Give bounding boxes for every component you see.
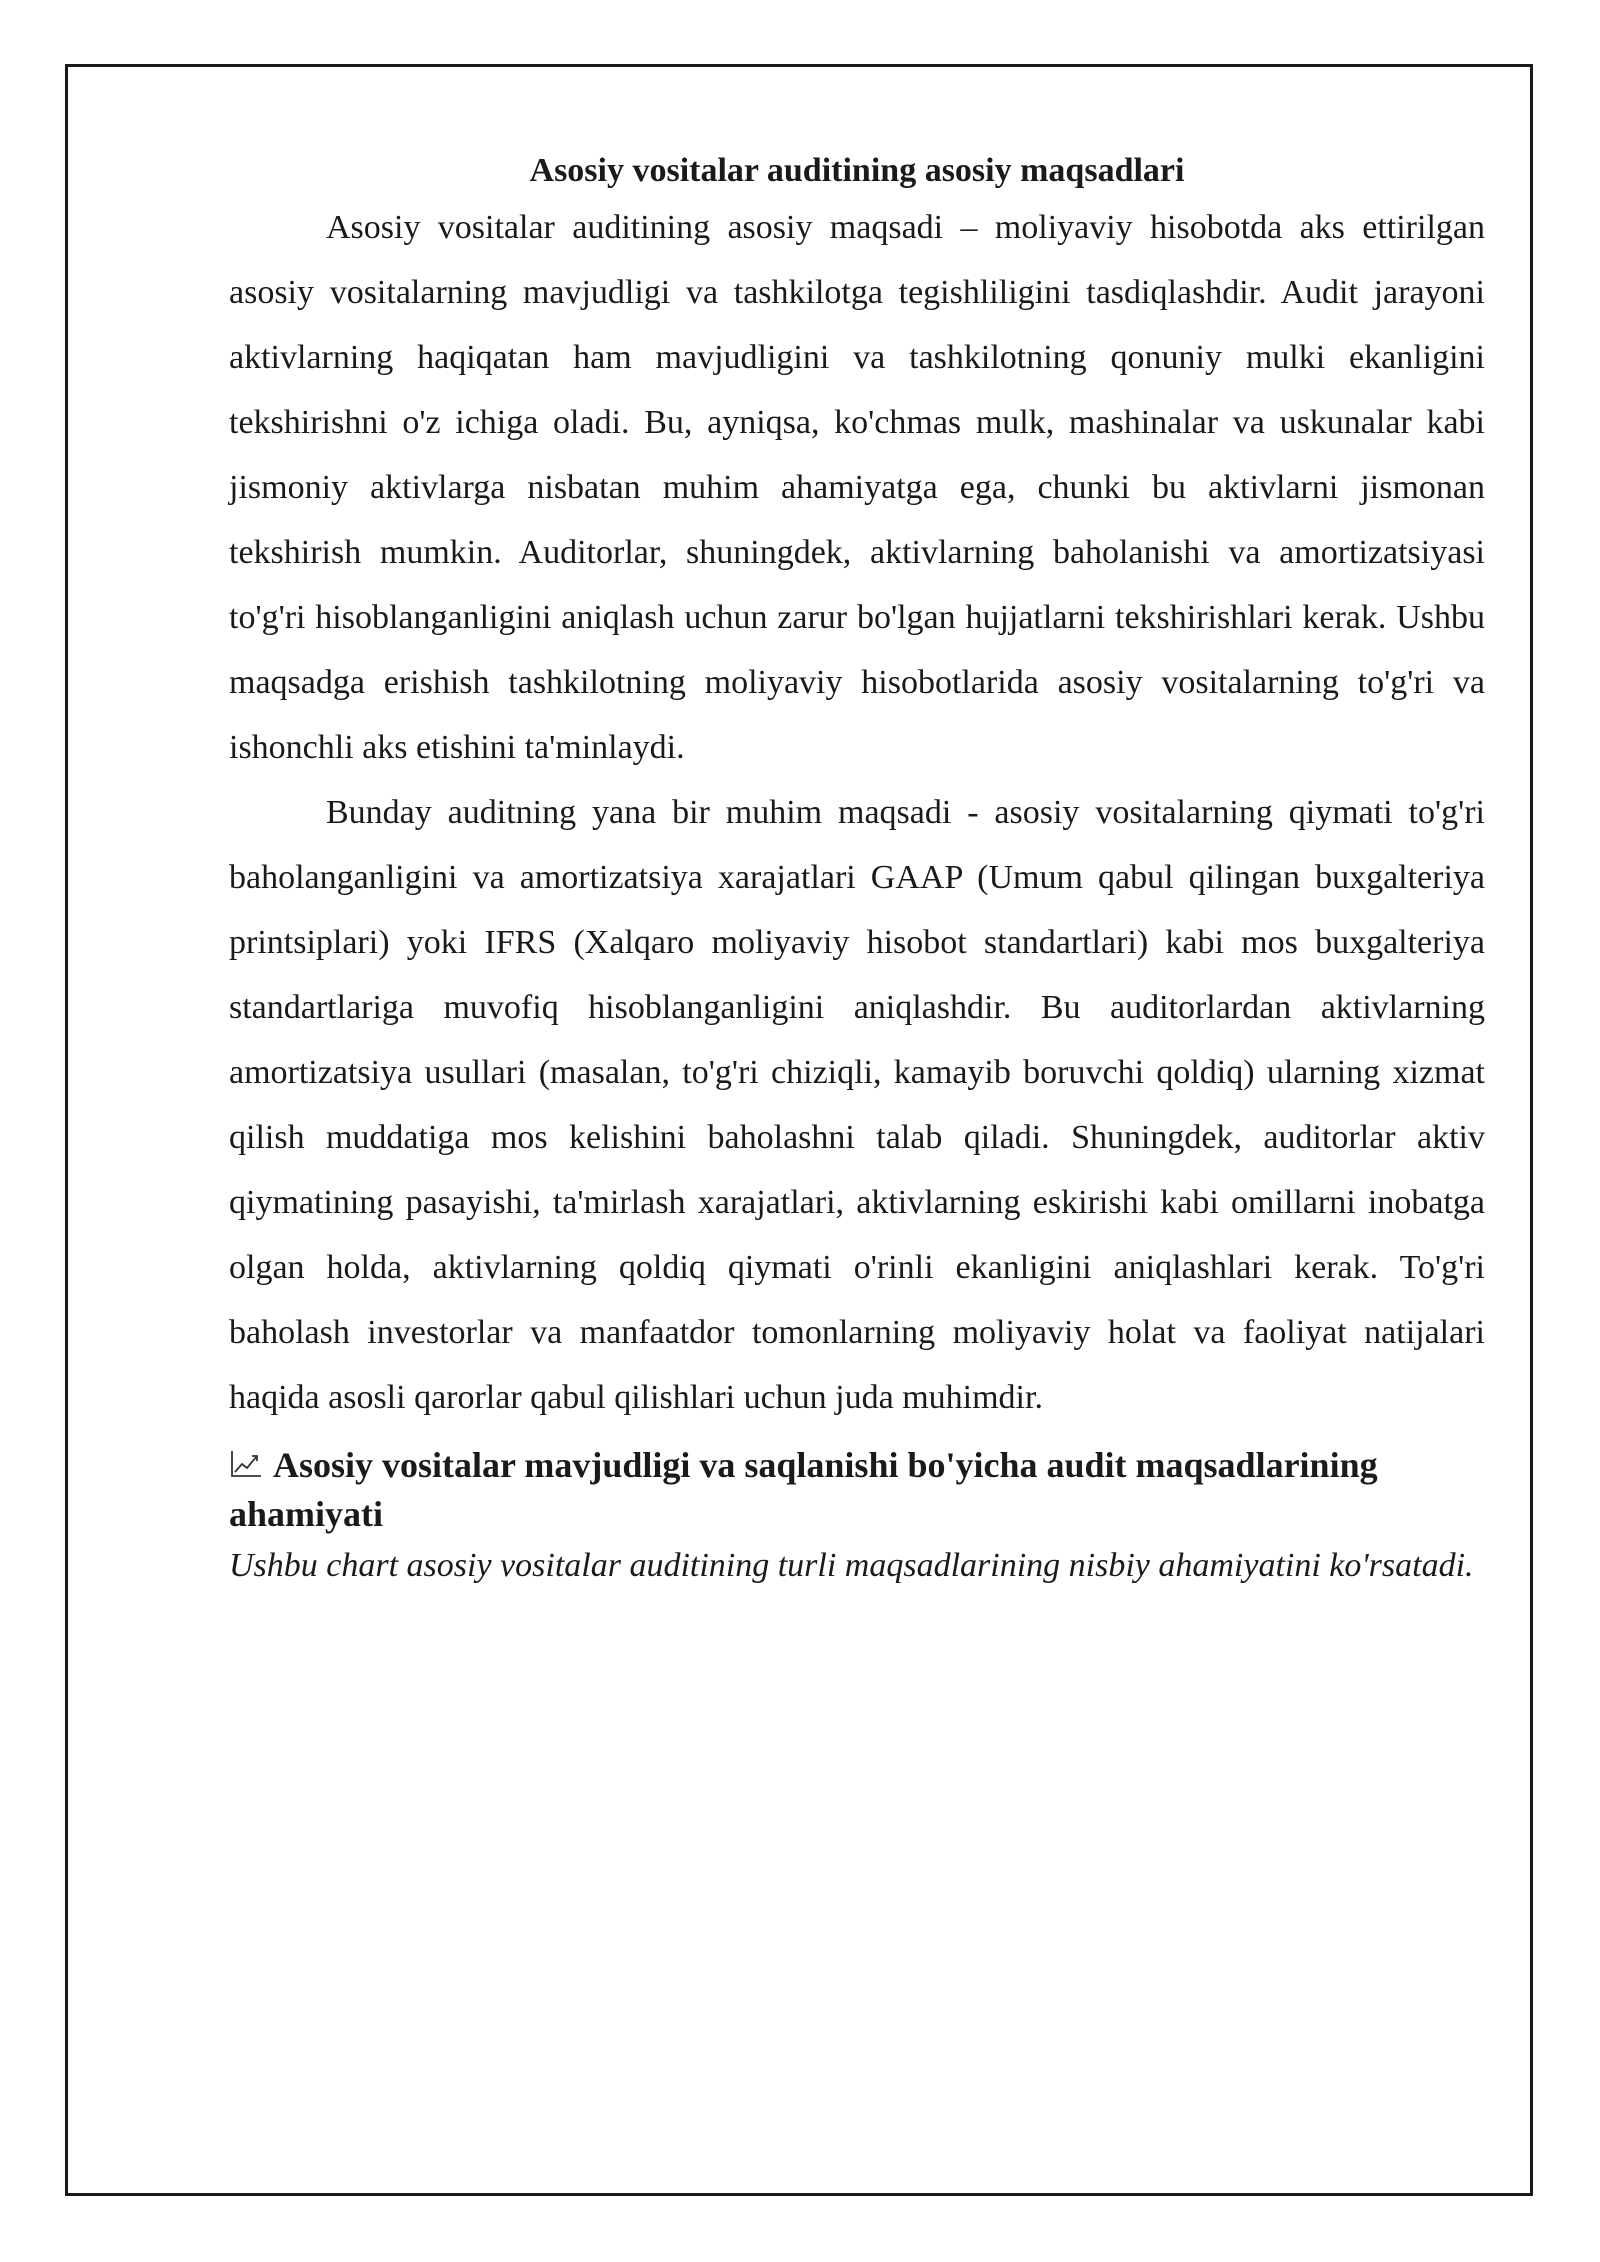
chart-section xyxy=(229,1441,1485,1591)
chart-heading xyxy=(229,1441,1485,1539)
document-body xyxy=(229,147,1485,1591)
chart-heading-text: Asosiy vositalar mavjudligi va saqlanishi bo'yicha audit maqsadlarining ahamiyati xyxy=(229,1445,1378,1534)
paragraph-1: Asosiy vositalar auditining asosiy maqsadi – moliyaviy hisobotda aks ettirilgan asosiy vositalarning mavjudligi va tashkilotga tegishliligini tasdiqlashdir. Audit jarayoni aktivlarning haqiqatan ham mavjudligini va tashkilotning qonuniy mulki ekanligini tekshirishni o'z ichiga oladi. Bu, ayniqsa, ko'chmas mulk, mashinalar va uskunalar kabi jismoniy aktivlarga nisbatan muhim ahamiyatga ega, chunki bu aktivlarni jismonan tekshirish mumkin. Auditorlar, shuningdek, aktivlarning baholanishi va amortizatsiyasi to'g'ri hisoblanganligini aniqlash uchun zarur bo'lgan hujjatlarni tekshirishlari kerak. Ushbu maqsadga erishish tashkilotning moliyaviy hisobotlarida asosiy vositalarning to'g'ri va ishonchli aks etishini ta'minlaydi. xyxy=(229,209,1485,766)
chart-caption: Ushbu chart asosiy vositalar auditining turli maqsadlarining nisbiy ahamiyatini ko'rsatadi. xyxy=(229,1547,1474,1584)
paragraph-2: Bunday auditning yana bir muhim maqsadi - asosiy vositalarning qiymati to'g'ri baholanganligini va amortizatsiya xarajatlari GAAP (Umum qabul qilingan buxgalteriya printsiplari) yoki IFRS (Xalqaro moliyaviy hisobot standartlari) kabi mos buxgalteriya standartlariga muvofiq hisoblanganligini aniqlashdir. Bu auditorlardan aktivlarning amortizatsiya usullari (masalan, to'g'ri chiziqli, kamayib boruvchi qoldiq) ularning xizmat qilish muddatiga mos kelishini baholashni talab qiladi. Shuningdek, auditorlar aktiv qiymatining pasayishi, ta'mirlash xarajatlari, aktivlarning eskirishi kabi omillarni inobatga olgan holda, aktivlarning qoldiq qiymati o'rinli ekanligini aniqlashlari kerak. To'g'ri baholash investorlar va manfaatdor tomonlarning moliyaviy holat va faoliyat natijalari haqida asosli qarorlar qabul qilishlari uchun juda muhimdir. xyxy=(229,794,1485,1416)
document-title: Asosiy vositalar auditining asosiy maqsadlari xyxy=(529,152,1185,189)
chart-increasing-icon xyxy=(229,1443,263,1473)
